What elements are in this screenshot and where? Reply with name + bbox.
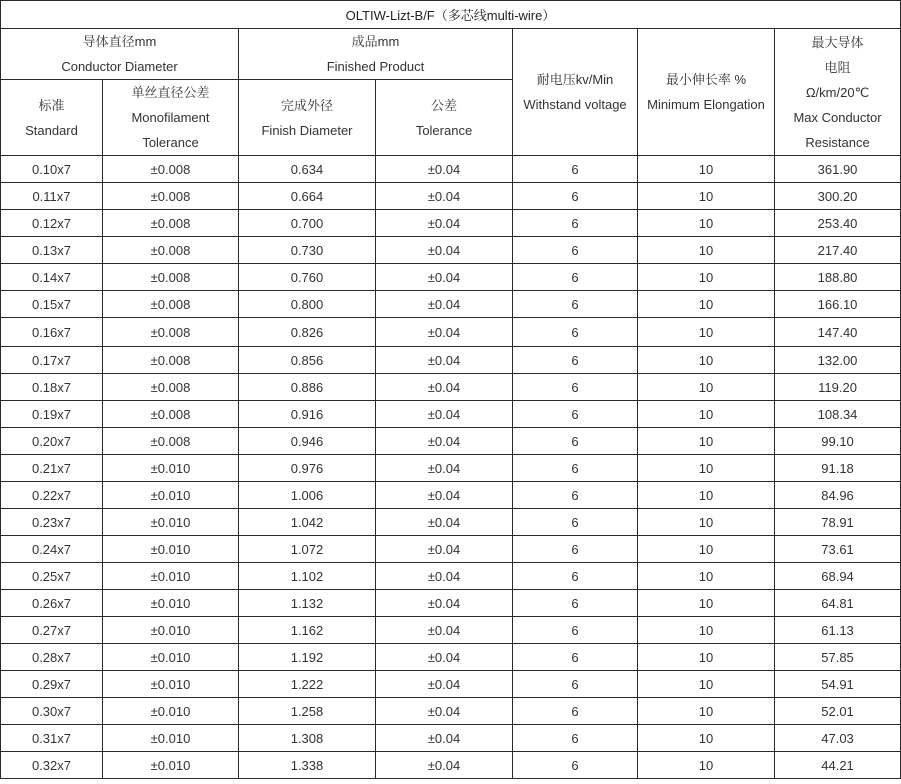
cell-monofilament-tolerance: ±0.008 [103,428,239,455]
cell-monofilament-tolerance: ±0.008 [103,401,239,428]
cell-finish-diameter: 1.072 [239,536,376,563]
cell-min-elongation: 10 [638,644,775,671]
header-line: 单丝直径公差 [131,85,210,100]
cell-tolerance: ±0.04 [376,536,513,563]
cell-tolerance: ±0.04 [376,210,513,237]
cell-min-elongation: 10 [638,210,775,237]
cell-tolerance: ±0.04 [376,291,513,318]
cell-min-elongation: 10 [638,291,775,318]
cell-tolerance: ±0.04 [376,318,513,347]
table-row [1,590,901,617]
cell-min-elongation: 10 [638,401,775,428]
cell-standard: 0.20x7 [1,428,103,455]
header-line: Ω/km/20℃ [805,84,870,100]
cell-min-elongation: 10 [638,698,775,725]
table-row [1,183,901,210]
cell-standard: 0.30x7 [1,698,103,725]
cell-max-resistance: 57.85 [775,644,901,671]
cell-withstand-voltage: 6 [513,671,638,698]
cell-finish-diameter: 1.042 [239,509,376,536]
table-row [1,318,901,347]
cell-standard: 0.21x7 [1,455,103,482]
cell-min-elongation: 10 [638,183,775,210]
header-conductor-diameter [1,29,239,80]
header-line: 最小伸长率 % [665,72,747,87]
cell-standard: 0.27x7 [1,617,103,644]
header-standard [1,80,103,156]
cell-min-elongation: 10 [638,509,775,536]
cell-monofilament-tolerance: ±0.008 [103,237,239,264]
cell-standard: 0.18x7 [1,374,103,401]
cell-standard: 0.10x7 [1,156,103,183]
cell-tolerance: ±0.04 [376,509,513,536]
cell-tolerance: ±0.04 [376,590,513,617]
cell-standard: 0.22x7 [1,482,103,509]
cell-max-resistance: 253.40 [775,210,901,237]
cell-monofilament-tolerance: ±0.010 [103,644,239,671]
cell-tolerance: ±0.04 [376,264,513,291]
cell-finish-diameter: 0.856 [239,347,376,374]
cell-max-resistance: 99.10 [775,428,901,455]
table-row [1,428,901,455]
header-min-elongation [638,29,775,156]
table-row [1,644,901,671]
table-row [1,482,901,509]
cell-monofilament-tolerance: ±0.008 [103,318,239,347]
cell-monofilament-tolerance: ±0.010 [103,698,239,725]
cell-standard: 0.13x7 [1,237,103,264]
table-row [1,725,901,752]
header-line: Resistance [805,134,870,150]
cell-max-resistance: 300.20 [775,183,901,210]
cell-standard: 0.11x7 [1,183,103,210]
header-line: 公差 [430,97,457,113]
cell-finish-diameter: 1.162 [239,617,376,644]
cell-finish-diameter: 0.976 [239,455,376,482]
cell-min-elongation: 10 [638,536,775,563]
cell-tolerance: ±0.04 [376,237,513,264]
header-line: 最大导体 [811,34,864,50]
cell-max-resistance: 73.61 [775,536,901,563]
header-line: 完成外径 [280,97,333,113]
cell-min-elongation: 10 [638,752,775,779]
cell-max-resistance: 64.81 [775,590,901,617]
header-line: Monofilament [131,110,210,125]
cell-finish-diameter: 1.308 [239,725,376,752]
cell-standard: 0.12x7 [1,210,103,237]
cell-tolerance: ±0.04 [376,752,513,779]
cell-min-elongation: 10 [638,617,775,644]
table-row [1,563,901,590]
cell-monofilament-tolerance: ±0.010 [103,563,239,590]
header-max-resistance [775,29,901,156]
cell-finish-diameter: 1.006 [239,482,376,509]
cell-tolerance: ±0.04 [376,183,513,210]
cell-max-resistance: 68.94 [775,563,901,590]
cell-finish-diameter: 1.132 [239,590,376,617]
cell-min-elongation: 10 [638,237,775,264]
cell-tolerance: ±0.04 [376,156,513,183]
cell-tolerance: ±0.04 [376,563,513,590]
cell-min-elongation: 10 [638,563,775,590]
cell-tolerance: ±0.04 [376,671,513,698]
table-row [1,698,901,725]
cell-monofilament-tolerance: ±0.008 [103,264,239,291]
cell-standard: 0.14x7 [1,264,103,291]
cell-max-resistance: 91.18 [775,455,901,482]
cell-min-elongation: 10 [638,482,775,509]
header-line: Max Conductor [793,109,882,125]
cell-finish-diameter: 1.258 [239,698,376,725]
cell-withstand-voltage: 6 [513,291,638,318]
cell-min-elongation: 10 [638,590,775,617]
cell-min-elongation: 10 [638,455,775,482]
cell-monofilament-tolerance: ±0.010 [103,482,239,509]
cell-withstand-voltage: 6 [513,428,638,455]
cell-tolerance: ±0.04 [376,374,513,401]
cell-monofilament-tolerance: ±0.008 [103,291,239,318]
cell-withstand-voltage: 6 [513,210,638,237]
cell-monofilament-tolerance: ±0.010 [103,590,239,617]
cell-withstand-voltage: 6 [513,644,638,671]
header-line: Standard [25,122,78,138]
cell-withstand-voltage: 6 [513,264,638,291]
cell-min-elongation: 10 [638,725,775,752]
cell-max-resistance: 78.91 [775,509,901,536]
cell-max-resistance: 47.03 [775,725,901,752]
cell-finish-diameter: 1.338 [239,752,376,779]
cell-max-resistance: 84.96 [775,482,901,509]
table-row [1,210,901,237]
cell-monofilament-tolerance: ±0.010 [103,752,239,779]
cell-min-elongation: 10 [638,264,775,291]
cell-min-elongation: 10 [638,374,775,401]
cell-withstand-voltage: 6 [513,156,638,183]
cell-withstand-voltage: 6 [513,536,638,563]
cell-finish-diameter: 0.634 [239,156,376,183]
table-row [1,752,901,779]
cell-tolerance: ±0.04 [376,725,513,752]
cell-tolerance: ±0.04 [376,698,513,725]
cell-finish-diameter: 0.800 [239,291,376,318]
table-row [1,347,901,374]
table-title: OLTIW-Lizt-B/F（多芯线multi-wire） [1,1,901,29]
header-line: 导体直径mm [82,34,157,49]
cell-standard: 0.32x7 [1,752,103,779]
table-row [1,509,901,536]
cell-finish-diameter: 0.664 [239,183,376,210]
header-withstand-voltage [513,29,638,156]
cell-withstand-voltage: 6 [513,509,638,536]
cell-monofilament-tolerance: ±0.010 [103,617,239,644]
cell-min-elongation: 10 [638,156,775,183]
cell-withstand-voltage: 6 [513,725,638,752]
cell-withstand-voltage: 6 [513,563,638,590]
cell-standard: 0.25x7 [1,563,103,590]
cell-withstand-voltage: 6 [513,698,638,725]
cell-min-elongation: 10 [638,347,775,374]
cell-standard: 0.26x7 [1,590,103,617]
cell-max-resistance: 61.13 [775,617,901,644]
cell-monofilament-tolerance: ±0.008 [103,210,239,237]
cell-max-resistance: 54.91 [775,671,901,698]
cell-monofilament-tolerance: ±0.008 [103,347,239,374]
cell-withstand-voltage: 6 [513,183,638,210]
cell-withstand-voltage: 6 [513,752,638,779]
cell-standard: 0.23x7 [1,509,103,536]
cell-min-elongation: 10 [638,671,775,698]
cell-withstand-voltage: 6 [513,237,638,264]
header-line: Conductor Diameter [61,59,178,74]
cell-max-resistance: 361.90 [775,156,901,183]
cell-max-resistance: 52.01 [775,698,901,725]
cell-withstand-voltage: 6 [513,617,638,644]
cell-standard: 0.17x7 [1,347,103,374]
cell-standard: 0.24x7 [1,536,103,563]
cell-standard: 0.16x7 [1,318,103,347]
table-row [1,536,901,563]
header-line: Finished Product [326,59,425,74]
cell-monofilament-tolerance: ±0.008 [103,183,239,210]
cell-finish-diameter: 0.886 [239,374,376,401]
cell-standard: 0.29x7 [1,671,103,698]
cell-finish-diameter: 0.916 [239,401,376,428]
cell-monofilament-tolerance: ±0.010 [103,536,239,563]
cell-finish-diameter: 1.192 [239,644,376,671]
cell-finish-diameter: 0.826 [239,318,376,347]
table-row [1,156,901,183]
header-line: Minimum Elongation [647,97,765,112]
cell-monofilament-tolerance: ±0.010 [103,725,239,752]
header-line: 电阻 [824,59,851,75]
cell-finish-diameter: 0.700 [239,210,376,237]
cell-finish-diameter: 0.946 [239,428,376,455]
cell-tolerance: ±0.04 [376,347,513,374]
cell-tolerance: ±0.04 [376,644,513,671]
header-line: Tolerance [142,135,199,150]
cell-finish-diameter: 1.102 [239,563,376,590]
cell-max-resistance: 44.21 [775,752,901,779]
header-line: Finish Diameter [261,122,353,138]
cell-withstand-voltage: 6 [513,401,638,428]
header-line: 成品mm [351,34,400,49]
cell-tolerance: ±0.04 [376,617,513,644]
cell-max-resistance: 147.40 [775,318,901,347]
table-row [1,455,901,482]
header-line: 耐电压kv/Min [536,72,614,87]
cell-max-resistance: 132.00 [775,347,901,374]
cell-monofilament-tolerance: ±0.010 [103,455,239,482]
table-row [1,291,901,318]
cell-monofilament-tolerance: ±0.008 [103,374,239,401]
cell-monofilament-tolerance: ±0.010 [103,509,239,536]
cell-max-resistance: 217.40 [775,237,901,264]
table-row [1,401,901,428]
header-finish-diameter [239,80,376,156]
header-finished-product [239,29,513,80]
cell-withstand-voltage: 6 [513,590,638,617]
cell-monofilament-tolerance: ±0.008 [103,156,239,183]
table-row [1,237,901,264]
table-body [1,156,901,779]
cell-standard: 0.28x7 [1,644,103,671]
cell-standard: 0.15x7 [1,291,103,318]
cell-monofilament-tolerance: ±0.010 [103,671,239,698]
cell-standard: 0.19x7 [1,401,103,428]
cell-max-resistance: 108.34 [775,401,901,428]
cell-withstand-voltage: 6 [513,374,638,401]
cell-withstand-voltage: 6 [513,347,638,374]
cell-max-resistance: 188.80 [775,264,901,291]
cell-finish-diameter: 0.730 [239,237,376,264]
header-tolerance [376,80,513,156]
cell-withstand-voltage: 6 [513,318,638,347]
header-line: Tolerance [415,122,473,138]
cell-tolerance: ±0.04 [376,482,513,509]
cell-max-resistance: 119.20 [775,374,901,401]
cell-min-elongation: 10 [638,428,775,455]
header-line: 标准 [38,97,65,113]
table-row [1,374,901,401]
header-line: Withstand voltage [523,97,627,112]
cell-tolerance: ±0.04 [376,401,513,428]
cell-withstand-voltage: 6 [513,482,638,509]
cell-tolerance: ±0.04 [376,428,513,455]
table-row [1,264,901,291]
cell-finish-diameter: 1.222 [239,671,376,698]
cell-standard: 0.31x7 [1,725,103,752]
table-row [1,617,901,644]
header-monofilament-tolerance [103,80,239,156]
table-row [1,671,901,698]
cell-max-resistance: 166.10 [775,291,901,318]
cell-tolerance: ±0.04 [376,455,513,482]
cell-withstand-voltage: 6 [513,455,638,482]
cell-min-elongation: 10 [638,318,775,347]
cell-finish-diameter: 0.760 [239,264,376,291]
